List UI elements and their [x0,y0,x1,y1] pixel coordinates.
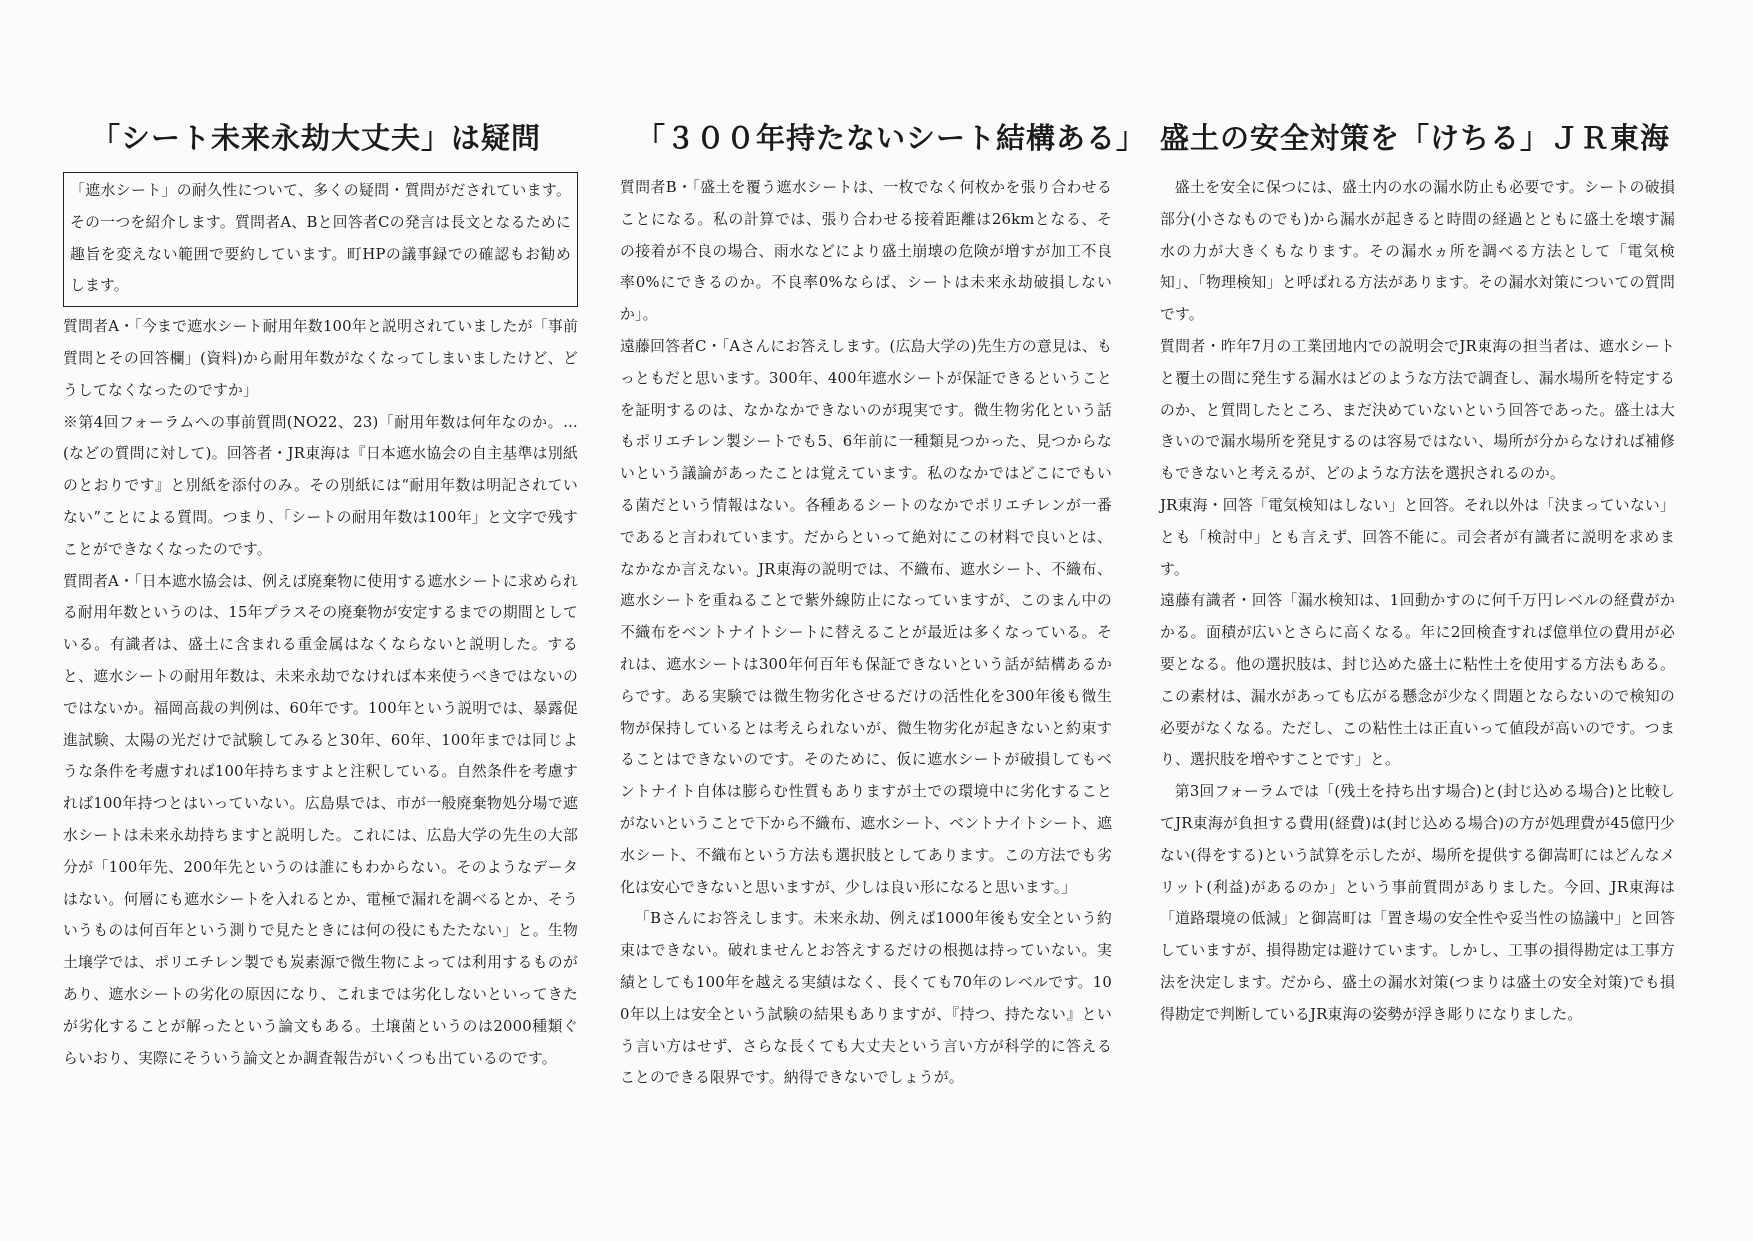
intro-box [63,172,578,307]
paragraph-expert-answer: 遠藤有識者・回答「漏水検知は、1回動かすのに何千万円レベルの経費がかかる。面積が広いとさらに高くなる。年に2回検査すれば億単位の費用が必要となる。他の選択肢は、封じ込めた盛土に粘性土を使用する方法もある。この素材は、漏水があっても広がる懸念が少なく問題とならないので検知の必要がなくなる。ただし、この粘性土は正直いって値段が高いのです。つまり、選択肢を増やすことです」と。 [1160,592,1675,769]
column-3-headline: 盛土の安全対策を「けちる」ＪＲ東海 [1160,121,1671,155]
paragraph-question: 質問者・昨年7月の工業団地内での説明会でJR東海の担当者は、遮水シートと覆土の間に発生する漏水はどのような方法で調査し、漏水場所を特定するのか、と質問したところ、まだ決めていないという回答であった。盛土は大きいので漏水場所を発見するのは容易ではない、場所が分からなければ補修もできないと考えるが、どのような方法を選択されるのか。 [1160,337,1675,483]
paragraph-questioner-a-2: 質問者A・「日本遮水協会は、例えば廃棄物に使用する遮水シートに求められる耐用年数というのは、15年プラスその廃棄物が安定するまでの期間としている。有識者は、盛土に含まれる重金属はなくならないと説明した。すると、遮水シートの耐用年数は、未来永劫でなければ本来使うべきではないのではないか。福岡高裁の判例は、60年です。100年という説明では、暴露促進試験、太陽の光だけで試験してみると30年、60年、100年までは同じような条件を考慮すれば100年持ちますよと注釈している。自然条件を考慮すれば100年持つとはいっていない。広島県では、市が一般廃棄物処分場で遮水シートは未来永劫持ちますと説明した。これには、広島大学の先生の大部分が「100年先、200年先というのは誰にもわからない。そのようなデータはない。何層にも遮水シートを入れるとか、電極で漏れを調べるとか、そういうものは何百年という測りで見たときには何の役にもたたない」と。生物土壌学では、ポリエチレン製でも炭素源で微生物によっては利用するものがあり、遮水シートの劣化の原因になり、これまでは劣化しないといってきたが劣化することが解ったという論文もある。土壌菌というのは2000種類ぐらいおり、実際にそういう論文とか調査報告がいくつも出ているのです。 [63,572,578,1067]
column-1-headline: 「シート未来永劫大丈夫」は疑問 [91,121,542,155]
paragraph-answer-to-b: 「Bさんにお答えします。未来永劫、例えば1000年後も安全という約束はできない。破れませんとお答えするだけの根拠は持っていない。実績としても100年を越える実績はなく、長くても70年のレベルです。100年以上は安全という試験の結果もありますが、『持つ、持たない』という言い方はせず、さらな長くても大丈夫という言い方が科学的に答えることのできる限界です。納得できないでしょうが。 [620,910,1112,1087]
paragraph-conclusion: 第3回フォーラムでは「(残土を持ち出す場合)と(封じ込める場合)と比較してJR東海が負担する費用(経費)は(封じ込める場合)の方が処理費が45億円少ない(得をする)という試算を示したが、場所を提供する御嵩町にはどんなメリット(利益)があるのか」という事前質問がありました。今回、JR東海は「道路環境の低減」と御嵩町は「置き場の安全性や妥当性の協議中」と回答していますが、損得勘定は避けています。しかし、工事の損得勘定は工事方法を決定します。だから、盛土の漏水対策(つまりは盛土の安全対策)でも損得勘定で判断しているJR東海の姿勢が浮き彫りになりました。 [1160,783,1675,1023]
paragraph-questioner-b: 質問者B・「盛土を覆う遮水シートは、一枚でなく何枚かを張り合わせることになる。私の計算では、張り合わせる接着距離は26kmとなる、その接着が不良の場合、雨水などにより盛土崩壊の危険が増すが加工不良率0%にできるのか。不良率0%ならば、シートは未来永劫破損しないか」。 [620,179,1112,324]
column-1 [63,118,578,1074]
paragraph-note: ※第4回フォーラムへの事前質問(NO22、23)「耐用年数は何年なのか。…(などの質問に対して)。回答者・JR東海は『日本遮水協会の自主基準は別紙のとおりです』と別紙を添付のみ。その別紙には“耐用年数は明記されていない”ことによる質問。つまり、「シートの耐用年数は100年」と文字で残すことができなくなったのです。 [63,413,578,558]
paragraph-intro: 盛土を安全に保つには、盛土内の水の漏水防止も必要です。シートの破損部分(小さなものでも)から漏水が起きると時間の経過とともに盛土を壊す漏水の力が大きくもなります。その漏水ヵ所を調べる方法として「電気検知」、「物理検知」と呼ばれる方法があります。その漏水対策についての質問です。 [1160,179,1675,324]
paragraph-questioner-a-1: 質問者A・「今まで遮水シート耐用年数100年と説明されていましたが「事前質問とその回答欄」(資料)から耐用年数がなくなってしまいましたけど、どうしてなくなったのですか」 [63,318,578,399]
intro-text: 「遮水シート」の耐久性について、多くの疑問・質問がだされています。その一つを紹介します。質問者A、Bと回答者Cの発言は長文となるために趣旨を変えない範囲で要約しています。町HPの議事録での確認もお勧めします。 [70,182,571,295]
paragraph-answer-to-a: 遠藤回答者C・「Aさんにお答えします。(広島大学の)先生方の意見は、もっともだと思います。300年、400年遮水シートが保証できるということを証明するのは、なかなかできないのが現実です。微生物劣化という話もポリエチレン製シートでも5、6年前に一種類見つかった、見つからないという議論があったことは覚えています。私のなかではどこにでもいる菌だという情報はない。各種あるシートのなかでポリエチレンが一番であると言われています。だからといって絶対にこの材料で良いとは、なかなか言えない。JR東海の説明では、不織布、遮水シート、不織布、遮水シートを重ねることで紫外線防止になっていますが、このまん中の不織布をベントナイトシートに替えることが最近は多くなっている。それは、遮水シートは300年何百年も保証できないという話が結構あるからです。ある実験では微生物劣化させるだけの活性化を300年後も微生物が保持しているとは考えられないが、微生物劣化が起きないと約束することはできないのです。そのために、仮に遮水シートが破損してもベントナイト自体は膨らむ性質もありますが土での環境中に劣化することがないということで下から不織布、遮水シート、ベントナイトシート、遮水シート、不織布という方法も選択肢としてあります。この方法でも劣化は安心できないと思いますが、少しは良い形になると思います。」 [620,337,1112,896]
column-3 [1160,118,1675,1031]
column-2 [620,118,1147,1094]
paragraph-jr-answer: JR東海・回答「電気検知はしない」と回答。それ以外は「決まっていない」とも「検討中」とも言えず、回答不能に。司会者が有識者に説明を求めます。 [1160,496,1675,578]
column-2-headline: 「３００年持たないシート結構ある」 [636,121,1147,155]
